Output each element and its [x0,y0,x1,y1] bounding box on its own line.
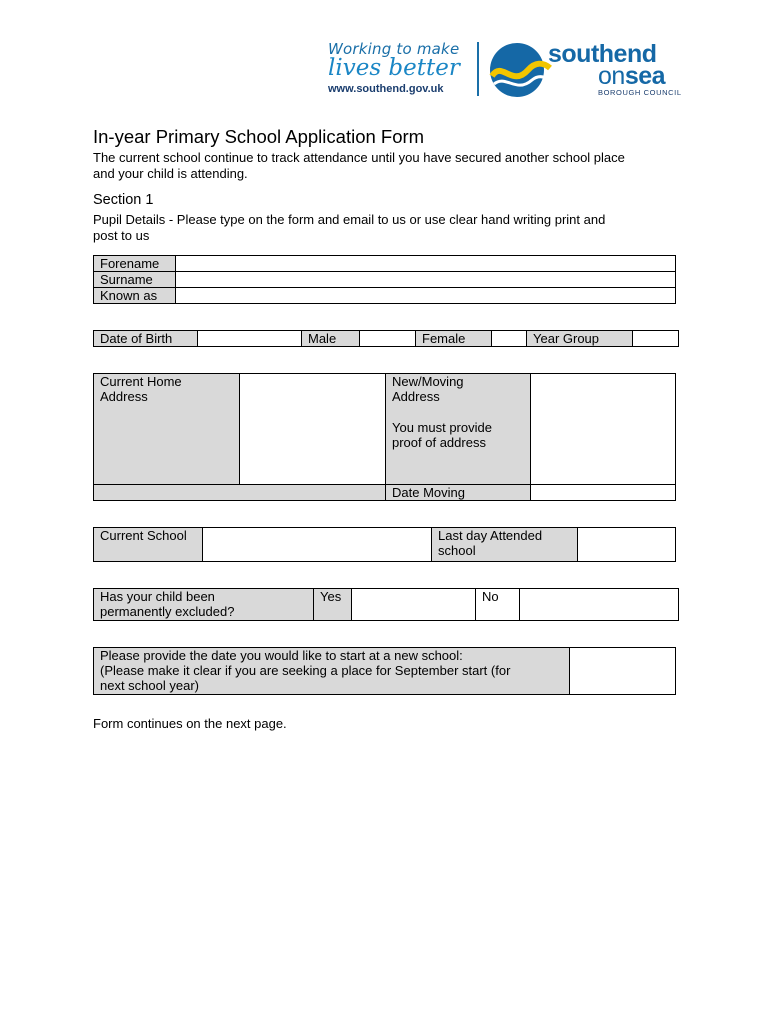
logo-brand-subtitle: BOROUGH COUNCIL [598,88,682,97]
start-date-line-1: Please provide the date you would like to start at a new school: [100,648,463,663]
known-as-label: Known as [94,288,176,304]
intro-line-2: and your child is attending. [93,166,248,181]
logo-brand-onsea [598,62,665,91]
no-field[interactable] [520,589,679,621]
male-field[interactable] [360,331,416,347]
last-day-line-2: school [438,543,476,558]
proof-line-2: proof of address [392,435,486,450]
year-group-field[interactable] [633,331,679,347]
excluded-line-1: Has your child been [100,589,215,604]
dob-label: Date of Birth [94,331,198,347]
yes-field[interactable] [352,589,476,621]
start-date-line-2: (Please make it clear if you are seeking a place for September start (for [100,663,511,678]
dob-gender-table [93,330,679,347]
school-table [93,527,676,562]
forename-field[interactable] [176,256,676,272]
dob-field[interactable] [198,331,302,347]
logo-website: www.southend.gov.uk [328,83,444,95]
section-heading: Section 1 [93,192,154,208]
excluded-line-2: permanently excluded? [100,604,235,619]
address-blank-cell [94,485,386,501]
logo-brand-sea: sea [624,62,666,90]
last-day-label [432,528,578,562]
logo-tagline-line1: Working to make [328,40,460,58]
date-moving-label: Date Moving [386,485,531,501]
male-label: Male [302,331,360,347]
proof-line-1: You must provide [392,420,492,435]
new-address-line-1: New/Moving [392,374,464,389]
logo-tagline-line2: lives better [328,55,460,81]
surname-field[interactable] [176,272,676,288]
current-address-line-1: Current Home [100,374,182,389]
logo-brand-on: on [598,62,625,90]
start-date-prompt [94,648,570,695]
logo-divider [477,42,479,96]
names-table [93,255,676,304]
no-label: No [476,589,520,621]
last-day-field[interactable] [578,528,676,562]
logo-brand-southend: southend [548,40,657,68]
form-title: In-year Primary School Application Form [93,126,425,147]
date-moving-field[interactable] [531,485,676,501]
start-date-table [93,647,676,695]
current-address-line-2: Address [100,389,148,404]
surname-label: Surname [94,272,176,288]
year-group-label: Year Group [527,331,633,347]
new-address-line-2: Address [392,389,440,404]
intro-text [93,150,693,182]
footer-note: Form continues on the next page. [93,716,287,731]
last-day-line-1: Last day Attended [438,528,543,543]
female-label: Female [416,331,492,347]
forename-label: Forename [94,256,176,272]
excluded-question [94,589,314,621]
current-address-field[interactable] [240,374,386,485]
southend-wave-logo-icon [488,40,552,102]
pupil-details-instructions [93,212,693,244]
excluded-table [93,588,679,621]
pupil-details-line-2: post to us [93,228,150,243]
intro-line-1: The current school continue to track attendance until you have secured another school place [93,150,625,165]
pupil-details-line-1: Pupil Details - Please type on the form and email to us or use clear hand writing print and [93,212,606,227]
current-address-label [94,374,240,485]
new-address-field[interactable] [531,374,676,485]
known-as-field[interactable] [176,288,676,304]
current-school-label: Current School [94,528,203,562]
current-school-field[interactable] [203,528,432,562]
start-date-line-3: next school year) [100,678,199,693]
new-address-label [386,374,531,485]
spacer [392,404,524,420]
start-date-field[interactable] [570,648,676,695]
female-field[interactable] [492,331,527,347]
yes-label: Yes [314,589,352,621]
address-table [93,373,676,501]
